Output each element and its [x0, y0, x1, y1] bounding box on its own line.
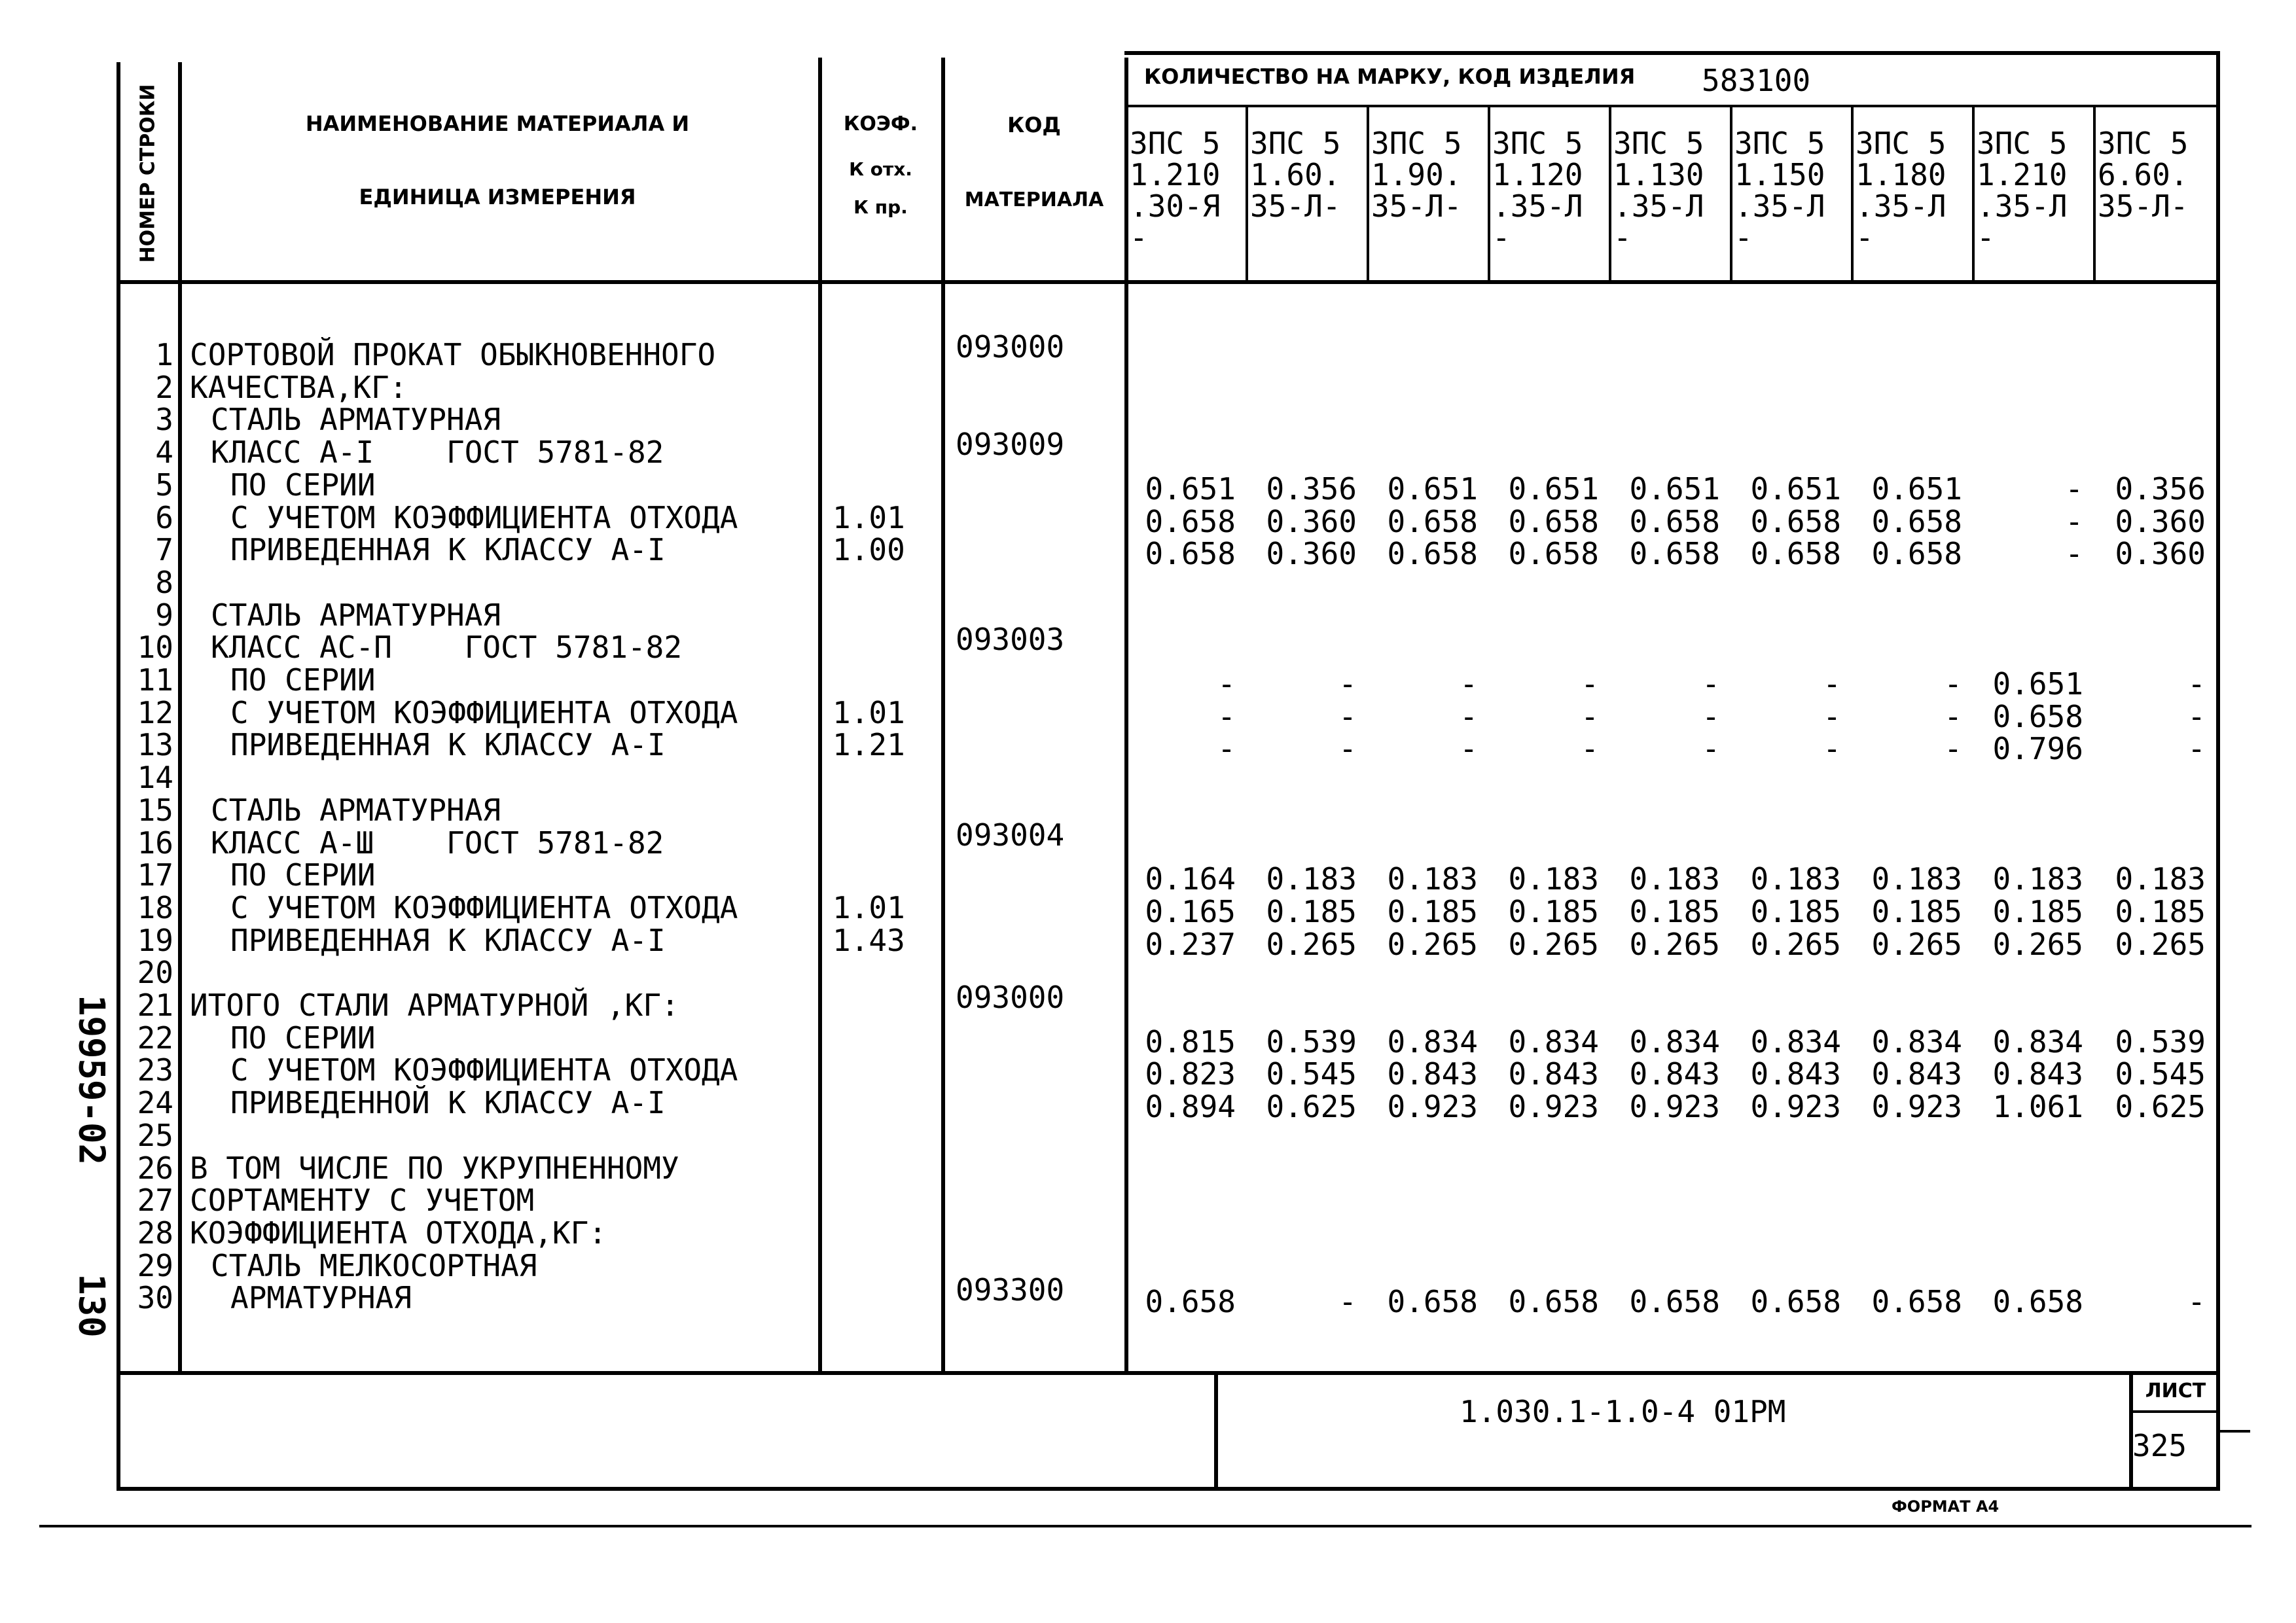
quantity-value: 0.545 — [2115, 1056, 2206, 1092]
mark-header-line: 1.210 — [1130, 157, 1221, 192]
quantity-value: 0.183 — [1508, 861, 1599, 897]
quantity-value: 0.658 — [1508, 536, 1599, 572]
row-number: 30 — [137, 1280, 173, 1316]
coefficient: 1.00 — [833, 532, 905, 568]
quantity-value: 0.834 — [1508, 1024, 1599, 1060]
quantity-value: 0.651 — [1871, 471, 1962, 507]
row-number-header: НОМЕР СТРОКИ — [136, 84, 160, 263]
mark-header-line: 1.90. — [1371, 157, 1462, 192]
quantity-value: 0.183 — [1992, 861, 2083, 897]
quantity-value: 0.658 — [1145, 536, 1236, 572]
inventory-number-margin: 19959-02 — [71, 994, 113, 1166]
row-number: 15 — [137, 792, 173, 828]
quantity-value: 0.625 — [2115, 1089, 2206, 1125]
material-name: ИТОГО СТАЛИ АРМАТУРНОЙ ,КГ: — [190, 988, 679, 1023]
quantity-value: 0.834 — [1871, 1024, 1962, 1060]
coef-header-line1: КОЭФ. — [843, 113, 918, 135]
mark-header-line: 1.180 — [1856, 157, 1946, 192]
quantity-value: 1.061 — [1992, 1089, 2083, 1125]
mark-header-line: 35-Л- — [1250, 188, 1341, 224]
material-name: С УЧЕТОМ КОЭФФИЦИЕНТА ОТХОДА — [230, 694, 738, 730]
stamp-edge-line — [2220, 1430, 2250, 1433]
quantity-value: 0.164 — [1145, 861, 1236, 897]
col-name-divider — [818, 58, 822, 1371]
quantity-value: 0.360 — [1266, 536, 1357, 572]
mark-header-line: - — [1977, 220, 1995, 255]
row-number: 16 — [137, 825, 173, 861]
quantity-value: 0.658 — [1629, 503, 1720, 539]
header-bottom-line — [117, 280, 2220, 284]
quantity-value: 0.658 — [1508, 503, 1599, 539]
stamp-left-line — [1214, 1371, 1218, 1489]
quantity-value: 0.185 — [1508, 893, 1599, 929]
quantity-value: 0.625 — [1266, 1089, 1357, 1125]
material-name: С УЧЕТОМ КОЭФФИЦИЕНТА ОТХОДА — [230, 1052, 738, 1088]
quantity-value: - — [1581, 698, 1599, 734]
quantity-value: 0.843 — [1387, 1056, 1478, 1092]
row-number: 24 — [137, 1085, 173, 1121]
quantity-value: 0.183 — [1629, 861, 1720, 897]
quantity-value: 0.185 — [1629, 893, 1720, 929]
quantity-value: 0.658 — [1871, 536, 1962, 572]
material-name: КЛАСС А-I ГОСТ 5781-82 — [211, 435, 664, 471]
mark-header-line: ЗПС 5 — [1250, 126, 1341, 161]
quantity-value: 0.658 — [1992, 698, 2083, 734]
material-name: СОРТАМЕНТУ С УЧЕТОМ — [190, 1183, 535, 1219]
row-number: 5 — [155, 467, 173, 503]
row-number: 7 — [155, 532, 173, 568]
mark-header-line: ЗПС 5 — [1492, 126, 1583, 161]
material-name: В ТОМ ЧИСЛЕ ПО УКРУПНЕННОМУ — [190, 1150, 679, 1186]
quantity-value: - — [1460, 698, 1478, 734]
quantity-value: 0.815 — [1145, 1024, 1236, 1060]
coefficient: 1.43 — [833, 922, 905, 958]
material-name: СТАЛЬ АРМАТУРНАЯ — [211, 402, 501, 438]
material-code: 093009 — [956, 427, 1065, 463]
quantity-value: 0.265 — [1508, 926, 1599, 962]
document-code: 1.030.1-1.0-4 01PM — [1460, 1394, 1786, 1429]
header-subline — [1124, 105, 2220, 107]
row-number: 14 — [137, 760, 173, 796]
quantity-value: 0.658 — [1871, 503, 1962, 539]
quantity-value: - — [1581, 666, 1599, 702]
quantity-value: 0.360 — [2115, 536, 2206, 572]
quantity-value: 0.834 — [1750, 1024, 1841, 1060]
quantity-value: 0.923 — [1387, 1089, 1478, 1125]
quantity-value: - — [2187, 698, 2206, 734]
material-code: 093300 — [956, 1272, 1065, 1308]
quantity-value: 0.185 — [1992, 893, 2083, 929]
material-name: КАЧЕСТВА,КГ: — [190, 369, 408, 405]
mark-header-line: ЗПС 5 — [1371, 126, 1462, 161]
quantity-value: 0.183 — [1871, 861, 1962, 897]
quantity-value: 0.265 — [2115, 926, 2206, 962]
quantity-value: 0.843 — [1992, 1056, 2083, 1092]
mark-header-line: ЗПС 5 — [1613, 126, 1704, 161]
quantity-value: 0.658 — [1387, 1284, 1478, 1320]
quantity-value: 0.658 — [1629, 1284, 1720, 1320]
mark-header-line: 1.210 — [1977, 157, 2068, 192]
material-name: ПРИВЕДЕННОЙ К КЛАССУ А-I — [230, 1085, 666, 1121]
coefficient: 1.21 — [833, 727, 905, 763]
page-bottom-rule — [39, 1525, 2251, 1527]
material-name: СОРТОВОЙ ПРОКАТ ОБЫКНОВЕННОГО — [190, 337, 716, 372]
quantity-value: 0.265 — [1992, 926, 2083, 962]
mark-header-line: .35-Л — [1734, 188, 1825, 224]
quantity-value: 0.545 — [1266, 1056, 1357, 1092]
row-number: 8 — [155, 564, 173, 600]
quantity-value: - — [1338, 698, 1357, 734]
row-number: 29 — [137, 1247, 173, 1283]
quantity-value: 0.834 — [1992, 1024, 2083, 1060]
quantity-value: 0.923 — [1750, 1089, 1841, 1125]
page-mark-margin: 130 — [71, 1274, 113, 1338]
sheet-number: 325 — [2132, 1428, 2187, 1463]
quantity-value: 0.651 — [1750, 471, 1841, 507]
quantity-value: - — [2187, 1284, 2206, 1320]
quantity-value: - — [1581, 731, 1599, 767]
quantity-value: 0.923 — [1871, 1089, 1962, 1125]
quantity-value: 0.651 — [1387, 471, 1478, 507]
col-rownum-divider — [178, 62, 182, 1371]
code-header-line2: МАТЕРИАЛА — [964, 188, 1104, 211]
material-name: СТАЛЬ АРМАТУРНАЯ — [211, 792, 501, 828]
quantity-value: 0.360 — [2115, 503, 2206, 539]
row-number: 6 — [155, 499, 173, 535]
mark-header-line: .35-Л — [1856, 188, 1946, 224]
mark-header-line: .35-Л — [1977, 188, 2068, 224]
quantity-value: 0.658 — [1387, 503, 1478, 539]
row-number: 10 — [137, 630, 173, 666]
row-number: 17 — [137, 857, 173, 893]
quantity-value: - — [1823, 731, 1841, 767]
quantity-value: 0.658 — [1750, 536, 1841, 572]
quantity-value: 0.356 — [1266, 471, 1357, 507]
quantity-value: 0.185 — [1266, 893, 1357, 929]
row-number: 25 — [137, 1117, 173, 1153]
mark-header-line: 1.120 — [1492, 157, 1583, 192]
material-name: КЛАСС АС-П ГОСТ 5781-82 — [211, 630, 683, 666]
quantity-value: - — [2187, 731, 2206, 767]
quantity-value: 0.834 — [1629, 1024, 1720, 1060]
code-header-line1: КОД — [1007, 113, 1061, 137]
quantity-value: 0.265 — [1387, 926, 1478, 962]
quantity-value: 0.265 — [1750, 926, 1841, 962]
quantity-value: 0.183 — [2115, 861, 2206, 897]
row-number: 26 — [137, 1150, 173, 1186]
coefficient: 1.01 — [833, 889, 905, 925]
frame-bottom-line — [117, 1487, 2220, 1491]
material-name: ПРИВЕДЕННАЯ К КЛАССУ А-I — [230, 922, 666, 958]
row-number: 22 — [137, 1020, 173, 1056]
row-number: 9 — [155, 597, 173, 633]
quantity-value: 0.185 — [1387, 893, 1478, 929]
quantity-value: 0.658 — [1750, 1284, 1841, 1320]
quantity-value: 0.265 — [1871, 926, 1962, 962]
quantity-value: 0.843 — [1629, 1056, 1720, 1092]
quantity-value: 0.923 — [1629, 1089, 1720, 1125]
quantity-value: 0.185 — [1750, 893, 1841, 929]
mark-header-line: ЗПС 5 — [1977, 126, 2068, 161]
quantity-value: 0.165 — [1145, 893, 1236, 929]
row-number: 4 — [155, 435, 173, 471]
quantity-value: - — [2065, 503, 2083, 539]
quantity-value: 0.237 — [1145, 926, 1236, 962]
quantity-value: - — [1338, 1284, 1357, 1320]
quantity-value: - — [1460, 666, 1478, 702]
mark-header-line: ЗПС 5 — [1856, 126, 1946, 161]
mark-header-line: 1.60. — [1250, 157, 1341, 192]
mark-header-line: 1.150 — [1734, 157, 1825, 192]
quantity-value: - — [2065, 471, 2083, 507]
frame-right-line — [2216, 51, 2220, 1491]
mark-header-line: .35-Л — [1613, 188, 1704, 224]
material-name: КЛАСС А-Ш ГОСТ 5781-82 — [211, 825, 664, 861]
row-number: 13 — [137, 727, 173, 763]
row-number: 12 — [137, 694, 173, 730]
mark-header-line: 35-Л- — [1371, 188, 1462, 224]
material-name: КОЭФФИЦИЕНТА ОТХОДА,КГ: — [190, 1215, 607, 1251]
quantity-value: - — [1944, 731, 1962, 767]
quantity-value: 0.183 — [1387, 861, 1478, 897]
mark-header-line: - — [1734, 220, 1753, 255]
quantity-value: - — [1702, 698, 1720, 734]
material-code: 093000 — [956, 980, 1065, 1015]
material-name-header-line2: ЕДИНИЦА ИЗМЕРЕНИЯ — [359, 185, 636, 209]
mark-header-line: ЗПС 5 — [1734, 126, 1825, 161]
product-code: 583100 — [1702, 63, 1811, 98]
row-number: 18 — [137, 889, 173, 925]
quantity-value: 0.658 — [1145, 1284, 1236, 1320]
row-number: 27 — [137, 1183, 173, 1219]
quantity-value: 0.183 — [1750, 861, 1841, 897]
row-number: 11 — [137, 662, 173, 698]
row-number: 23 — [137, 1052, 173, 1088]
row-number: 28 — [137, 1215, 173, 1251]
row-number: 1 — [155, 337, 173, 372]
quantity-value: 0.658 — [1145, 503, 1236, 539]
quantity-header: КОЛИЧЕСТВО НА МАРКУ, КОД ИЗДЕЛИЯ — [1144, 64, 1636, 89]
quantity-value: 0.834 — [1387, 1024, 1478, 1060]
row-number: 3 — [155, 402, 173, 438]
table-bottom-line — [117, 1371, 2220, 1375]
mark-header-line: .30-Я — [1130, 188, 1221, 224]
mark-header-line: 35-Л- — [2098, 188, 2189, 224]
mark-header-line: ЗПС 5 — [1130, 126, 1221, 161]
quantity-value: - — [2065, 536, 2083, 572]
row-number: 2 — [155, 369, 173, 405]
quantity-value: - — [1702, 731, 1720, 767]
mark-header-line: 1.130 — [1613, 157, 1704, 192]
coef-header-line3: К пр. — [853, 196, 908, 218]
col-coef-divider — [941, 58, 945, 1371]
material-name: ПО СЕРИИ — [230, 1020, 376, 1056]
coefficient: 1.01 — [833, 694, 905, 730]
quantity-value: - — [1338, 731, 1357, 767]
quantity-value: 0.658 — [1629, 536, 1720, 572]
quantity-value: 0.185 — [2115, 893, 2206, 929]
mark-header-line: - — [1856, 220, 1874, 255]
row-number: 19 — [137, 922, 173, 958]
quantity-value: 0.651 — [1629, 471, 1720, 507]
mark-header-line: - — [1130, 220, 1148, 255]
quantity-value: 0.658 — [1871, 1284, 1962, 1320]
quantity-value: 0.658 — [1992, 1284, 2083, 1320]
material-name: ПРИВЕДЕННАЯ К КЛАССУ А-I — [230, 532, 666, 568]
quantity-value: 0.658 — [1387, 536, 1478, 572]
material-name: С УЧЕТОМ КОЭФФИЦИЕНТА ОТХОДА — [230, 889, 738, 925]
stamp-sheet-line — [2129, 1410, 2220, 1413]
material-name-header-line1: НАИМЕНОВАНИЕ МАТЕРИАЛА И — [305, 111, 690, 136]
quantity-value: 0.823 — [1145, 1056, 1236, 1092]
mark-header-line: 6.60. — [2098, 157, 2189, 192]
material-name: СТАЛЬ МЕЛКОСОРТНАЯ — [211, 1247, 537, 1283]
mark-header-line: ЗПС 5 — [2098, 126, 2189, 161]
quantity-value: 0.356 — [2115, 471, 2206, 507]
quantity-value: - — [1944, 698, 1962, 734]
quantity-value: 0.651 — [1508, 471, 1599, 507]
quantity-value: 0.265 — [1629, 926, 1720, 962]
material-name: С УЧЕТОМ КОЭФФИЦИЕНТА ОТХОДА — [230, 499, 738, 535]
quantity-value: 0.796 — [1992, 731, 2083, 767]
header-top-line — [1124, 51, 2220, 55]
mark-header-line: - — [1613, 220, 1632, 255]
row-number: 20 — [137, 955, 173, 991]
material-name: АРМАТУРНАЯ — [230, 1280, 412, 1316]
frame-left-line — [117, 62, 120, 1489]
coef-header-line2: К отх. — [849, 158, 912, 180]
quantity-value: 0.843 — [1508, 1056, 1599, 1092]
quantity-value: 0.183 — [1266, 861, 1357, 897]
quantity-value: - — [1823, 698, 1841, 734]
quantity-value: 0.265 — [1266, 926, 1357, 962]
quantity-value: 0.894 — [1145, 1089, 1236, 1125]
quantity-value: 0.185 — [1871, 893, 1962, 929]
quantity-value: - — [1217, 731, 1236, 767]
material-code: 093000 — [956, 329, 1065, 365]
quantity-value: 0.658 — [1508, 1284, 1599, 1320]
quantity-value: 0.651 — [1992, 666, 2083, 702]
material-name: ПО СЕРИИ — [230, 857, 376, 893]
quantity-value: 0.360 — [1266, 503, 1357, 539]
quantity-value: - — [1944, 666, 1962, 702]
quantity-value: - — [1217, 698, 1236, 734]
quantity-value: - — [1460, 731, 1478, 767]
material-name: ПРИВЕДЕННАЯ К КЛАССУ А-I — [230, 727, 666, 763]
mark-header-line: .35-Л — [1492, 188, 1583, 224]
quantity-value: - — [1823, 666, 1841, 702]
format-label: ФОРМАТ А4 — [1892, 1497, 2000, 1516]
quantity-value: 0.843 — [1871, 1056, 1962, 1092]
quantity-value: - — [2187, 666, 2206, 702]
sheet-label: ЛИСТ — [2145, 1380, 2206, 1402]
quantity-value: 0.539 — [1266, 1024, 1357, 1060]
coefficient: 1.01 — [833, 499, 905, 535]
mark-header-line: - — [1492, 220, 1511, 255]
quantity-value: 0.539 — [2115, 1024, 2206, 1060]
material-name: СТАЛЬ АРМАТУРНАЯ — [211, 597, 501, 633]
material-code: 093003 — [956, 622, 1065, 658]
material-code: 093004 — [956, 817, 1065, 853]
material-name: ПО СЕРИИ — [230, 662, 376, 698]
material-name: ПО СЕРИИ — [230, 467, 376, 503]
quantity-value: 0.658 — [1750, 503, 1841, 539]
quantity-value: 0.923 — [1508, 1089, 1599, 1125]
quantity-value: 0.651 — [1145, 471, 1236, 507]
quantity-value: - — [1702, 666, 1720, 702]
quantity-value: - — [1217, 666, 1236, 702]
row-number: 21 — [137, 988, 173, 1023]
quantity-value: - — [1338, 666, 1357, 702]
quantity-value: 0.843 — [1750, 1056, 1841, 1092]
